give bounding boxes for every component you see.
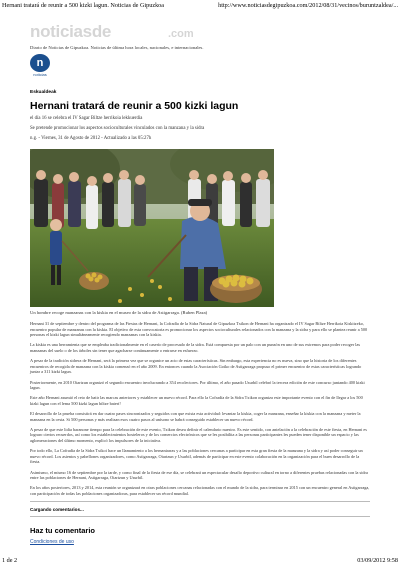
comment-heading: Haz tu comentario: [30, 526, 96, 536]
comments-divider: [30, 501, 370, 502]
site-logo-text[interactable]: noticiasde: [30, 22, 112, 41]
article-paragraph: A pesar de la tradición sidrera de Hernani, será la primera vez que se organice un acto de estas características. Sin embargo, esta experiencia no es nueva, sino que la historia de los diferentes encuentros de recogida de manzana con la kiskia comenzó en el año 2009. En entonces cuando la Asociación Goiko de Astigarraga propuso el primer encuentro de estas características logrando juntar a 311 kizki lagun.: [30, 358, 362, 375]
print-page-number: 1 de 2: [2, 557, 18, 564]
article-lead: Se pretende promocionar los aspectos socioculturales vinculados con la manzana y la sidra: [30, 126, 205, 131]
article-dateline: n.g. - Viernes, 31 de Agosto de 2012 - Actualizado a las 05:27h: [30, 136, 152, 141]
comments-loading: Cargando comentarios...: [30, 507, 84, 513]
print-page-url: http://www.noticiasdegipuzkoa.com/2012/08/31/vecinos/buruntzaldea/...: [218, 2, 398, 9]
article-photo: [30, 149, 274, 307]
photo-illustration: [30, 149, 274, 307]
terms-of-use-link[interactable]: Condiciones de uso: [30, 539, 74, 546]
article-paragraph: Hernani 31 de septiembre y dentro del programa de las Fiestas de Hernani, la Cofradía de la Sidra Natural de Gipuzkoa Txikon de Hernani ha organizado el IV Sagar Biltze Herrikoia Kiskitzeko, encuentro popular de manzanas con la kiskia. El objetivo de esta convocatoria es promocionar los aspectos socioculturales relacionados con la manzana y la sidra y para ello se plantea reunir a 500 personas el kizki lagun simultáneamente recogiendo manzanas con la kiskia.: [30, 321, 368, 338]
print-datetime: 03/09/2012 9:58: [357, 557, 398, 564]
comments-divider-2: [30, 516, 370, 517]
article-body: [30, 321, 370, 497]
article-headline: Hernani tratará de reunir a 500 kizki lagun: [30, 100, 239, 112]
article-paragraph: La kiskia es una herramienta que se empleaba tradicionalmente en el caserío de procesado de la sidra. Está compuesta por un palo con un punzón en uno de sus extremos para poder recoger las manzanas del suelo o de los árboles sin tener que agacharse continuamente o entrarse en esfuerzo.: [30, 342, 361, 353]
article-paragraph: Por todo ello, La Cofradía de la Sidra Txikoi hace un llamamiento a los hernaniarras y a las poblaciones cercanas a participar en esta gran fiesta de la manzana y la sidra y así poder conseguir un nuevo récord. Los asientos y pabellones organizadores, como Astigarraga, Oiartzun y Usurbil, además de participar en este evento colaboración en la organización para el buen desarrollo de la fiesta.: [30, 448, 363, 465]
print-page-title: Hernani tratará de reunir a 500 kizki lagun. Noticias de Gipuzkoa: [2, 2, 165, 9]
logo-caption: noticias: [33, 72, 47, 77]
site-tagline: Diario de Noticias de Gipuzkoa. Noticias de última hora locales, nacionales, e internacionales.: [30, 45, 204, 50]
print-header: [0, 0, 400, 12]
print-footer: [0, 556, 400, 566]
article-paragraph: A pesar de que este lidia baranone tiempo para la celebración de este evento, Txikon desea definir el calendario nuestro. Es este sentido, con antelación a la celebración de este fiesta, en Hernani es lograro ciertos recuerdos, así como los establecimientos hosteleros y de los comercios electrónicos que se les posibilita a las personas participantes les pueden tener disponible un espacio y las aglomeraciones del último momento, explicó los impulsores de la iniciativa.: [30, 426, 367, 444]
article-page: [30, 22, 370, 545]
article-paragraph: Asimismo, el mismo 16 de septiembre por la tarde, y como final de la fiesta de ese día, se celebrará un espectacular desafío deportivo cultural en torno a diferentes pruebas relacionadas con la sidra entre las poblaciones de Hernani, Astigarraga, Oiartzun y Usurbil.: [30, 469, 368, 481]
site-logo-suffix: .com: [168, 28, 194, 40]
article-paragraph: Posteriormente, en 2010 Oiartzun organizó el segundo encuentro involucrando a 354 recolectores. Por último, el año pasado Usurbil celebró la tercera edición de este concurso juntando 400 kizki lagun.: [30, 379, 365, 391]
article-paragraph: En los años posteriores, 2013 y 2014, esta reunión se organizará en otras poblaciones cercanas relacionadas con el mundo de la sidra, para terminar en 2015 con un encuentro general en Astigarraga, con participación de todas las poblaciones organizadoras, para establecer un récord mundial.: [30, 485, 370, 496]
photo-caption: Un hombre recoge manzanas con la kiskia en el museo de la sidra de Astigarraga. (Ruben Plaza): [30, 310, 208, 315]
masthead: [30, 22, 370, 42]
article-subtitle: el día 16 se celebra el IV Sagar Biltze herrikoia lekkuerdia: [30, 116, 143, 121]
article-paragraph: Este año Hernani asumió el reto de batir las marcas anteriores y establecer un nuevo récord. Para ello la Cofradía de la Sidra Txikon organiza este importante evento con el fin de llegar a los 500 kizki lagun con el lema 500 kizki lagun biltze bateri!: [30, 395, 363, 406]
noticias-logo[interactable]: [30, 54, 50, 76]
article-paragraph: El desarrollo de la prueba consistirá en dar cuatro pases sincronizados y seguidos con que exista esta actividad: levantar la kiskia, coger la manzana, enseñar la kiskia con la manzana y meter la manzana en la cesta. Si 500 personas y más realizan esos cuatro pasos al unísono se habrá conseguido establecer un nuevo récord.: [30, 411, 361, 422]
logo-icon: n: [30, 54, 50, 72]
section-label[interactable]: Eskualdeak: [30, 90, 57, 95]
